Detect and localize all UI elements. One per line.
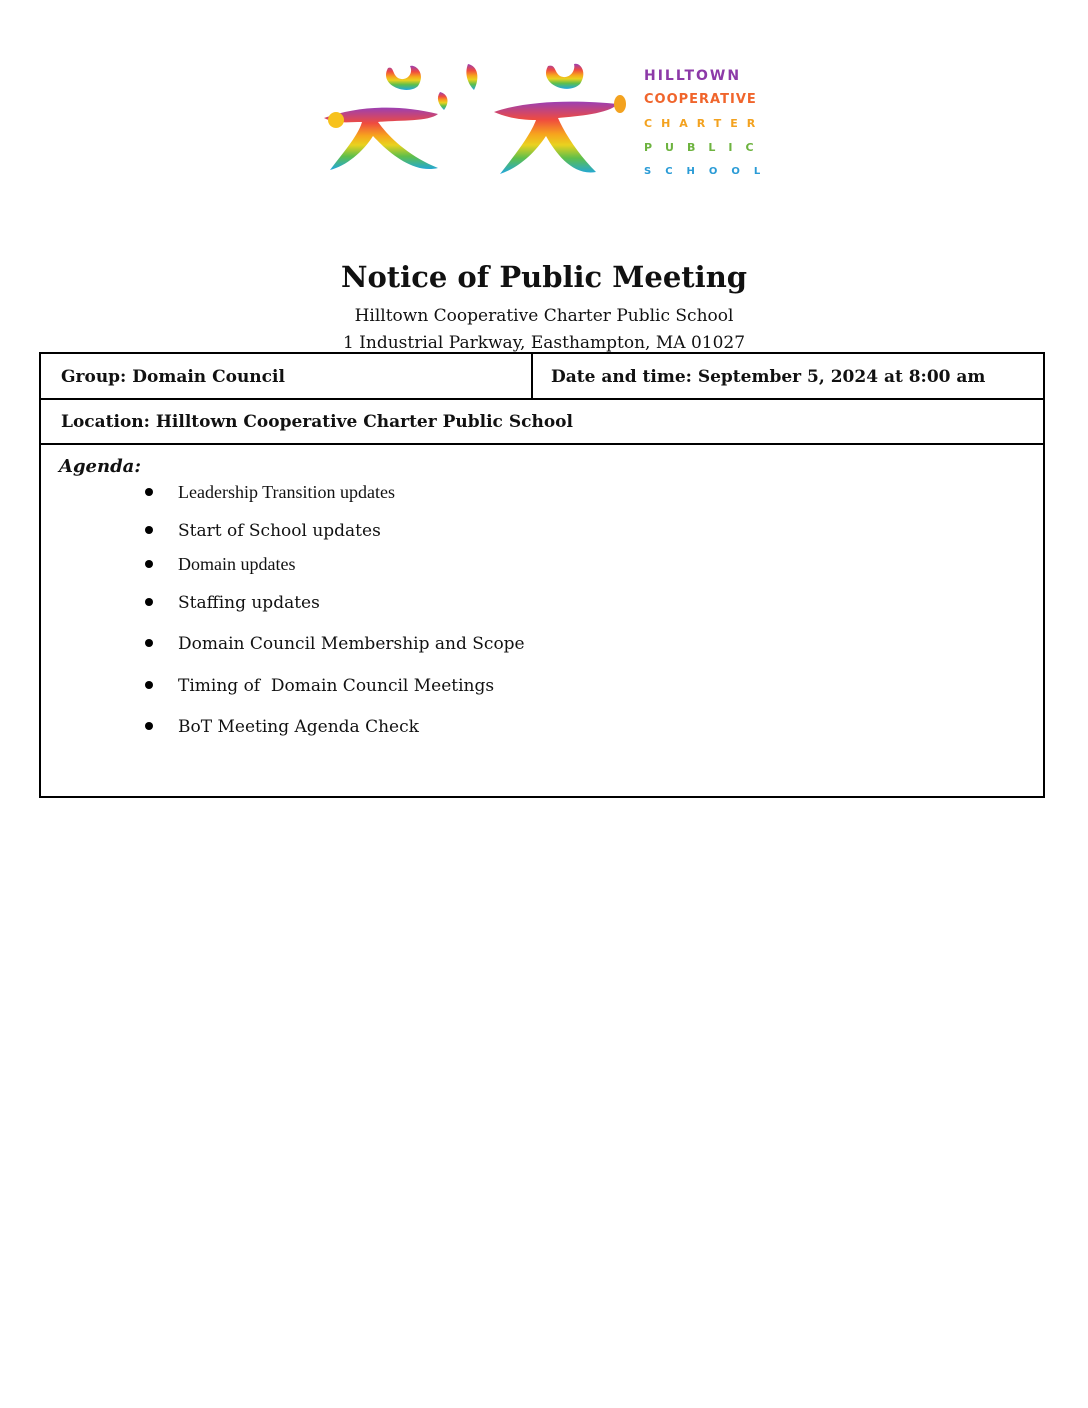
agenda-item-text: Timing of Domain Council Meetings	[178, 676, 495, 696]
datetime-cell: Date and time: September 5, 2024 at 8:00 am	[551, 367, 986, 387]
logo-word-5: SCHOOL	[644, 166, 775, 177]
agenda-item-text: Domain Council Membership and Scope	[178, 634, 525, 654]
agenda-item-text: Staffing updates	[178, 593, 320, 613]
logo-word-3: CHARTER	[644, 117, 765, 130]
logo-word-1: HILLTOWN	[644, 68, 742, 84]
agenda-item	[145, 591, 320, 615]
bullet-icon	[145, 526, 153, 534]
agenda-item	[145, 715, 419, 739]
agenda-item-text: Start of School updates	[178, 521, 381, 541]
meeting-table	[39, 352, 1045, 798]
bullet-icon	[145, 488, 153, 496]
location-row	[41, 400, 1043, 445]
logo-wordmark	[644, 64, 784, 184]
agenda-item	[145, 632, 525, 656]
school-address: 1 Industrial Parkway, Easthampton, MA 01027	[342, 333, 746, 353]
meeting-info-row	[41, 354, 1043, 400]
school-name: Hilltown Cooperative Charter Public School	[354, 306, 734, 326]
location-cell: Location: Hilltown Cooperative Charter Public School	[61, 412, 573, 432]
agenda-item-text: Domain updates	[178, 554, 296, 574]
agenda-item	[145, 519, 381, 543]
agenda-item	[145, 674, 494, 698]
agenda-label: Agenda:	[59, 456, 141, 477]
school-logo	[318, 56, 788, 184]
logo-word-4: PUBLIC	[644, 141, 767, 154]
agenda-item	[145, 552, 295, 576]
agenda-item	[145, 480, 395, 504]
page-title: Notice of Public Meeting	[340, 260, 748, 294]
bullet-icon	[145, 681, 153, 689]
bullet-icon	[145, 722, 153, 730]
bullet-icon	[145, 560, 153, 568]
logo-word-2: COOPERATIVE	[644, 92, 757, 107]
cell-divider	[531, 354, 533, 398]
logo-figures	[318, 56, 628, 184]
group-cell: Group: Domain Council	[61, 367, 285, 387]
agenda-item-text: BoT Meeting Agenda Check	[178, 717, 419, 737]
bullet-icon	[145, 598, 153, 606]
bullet-icon	[145, 639, 153, 647]
agenda-item-text: Leadership Transition updates	[178, 482, 395, 502]
